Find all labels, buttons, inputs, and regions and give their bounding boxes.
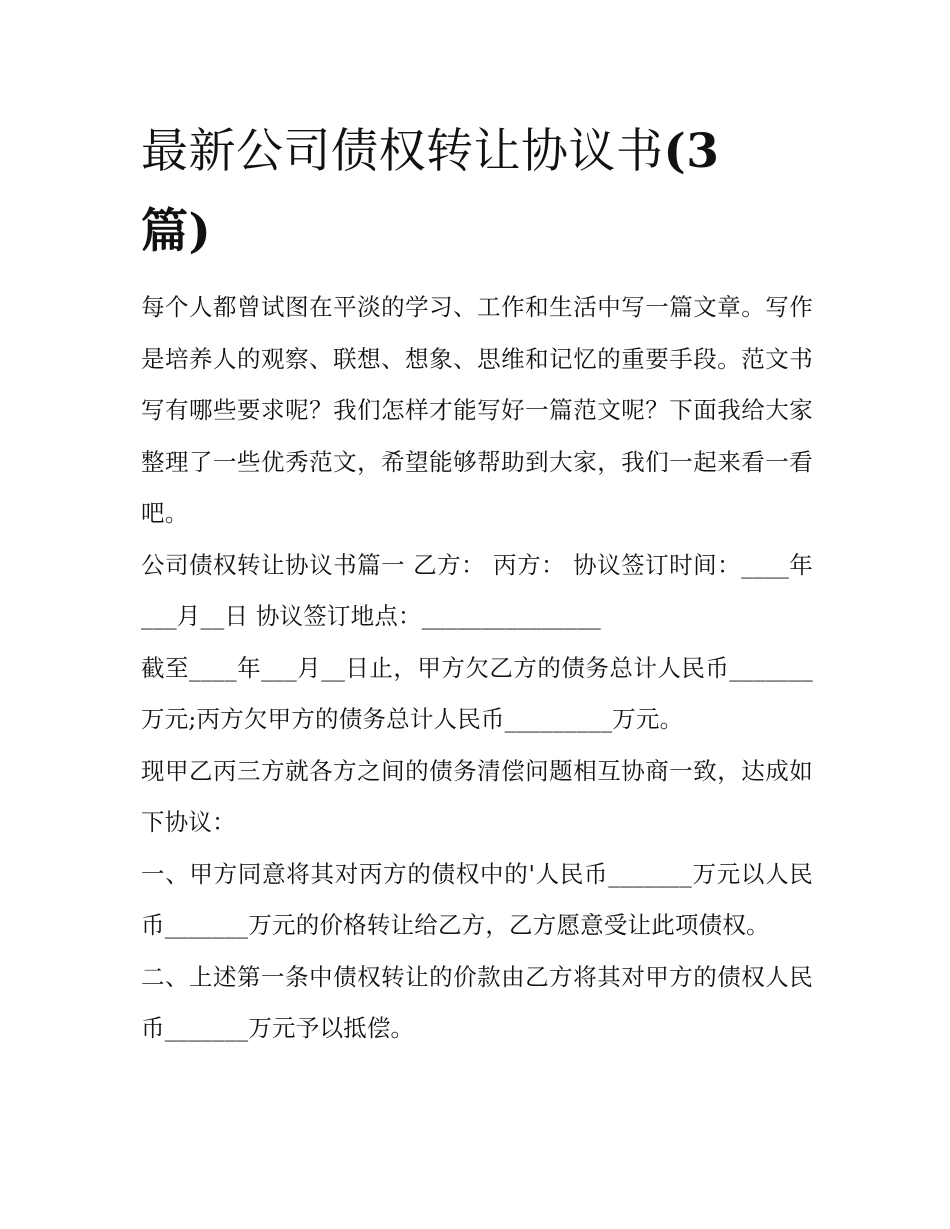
clause-two-paragraph: 二、上述第一条中债权转让的价款由乙方将其对甲方的债权人民币_______万元予以抵偿。 xyxy=(141,962,813,1042)
intro-paragraph: 每个人都曾试图在平淡的学习、工作和生活中写一篇文章。写作是培养人的观察、联想、想象、思维和记忆的重要手段。范文书写有哪些要求呢？我们怎样才能写好一篇范文呢？下面我给大家整理了一些优秀范文，希望能够帮助到大家，我们一起来看一看吧。 xyxy=(141,293,813,527)
agreement-consensus-paragraph: 现甲乙丙三方就各方之间的债务清偿问题相互协商一致，达成如下协议： xyxy=(141,756,813,836)
title-main: 最新公司债权转让协议书 xyxy=(141,124,664,179)
agreement-header-paragraph: 公司债权转让协议书篇一 乙方： 丙方： 协议签订时间：____年___月__日 协议签订地点：_______________ xyxy=(141,550,813,630)
title-paren: (3 xyxy=(663,124,720,179)
document-title xyxy=(141,112,813,272)
title-rest: 篇) xyxy=(141,204,212,259)
document-body xyxy=(141,112,813,1055)
debt-statement-paragraph: 截至____年___月__日止，甲方欠乙方的债务总计人民币_______万元;丙方欠甲方的债务总计人民币_________万元。 xyxy=(141,653,813,733)
clause-one-paragraph: 一、甲方同意将其对丙方的债权中的'人民币_______万元以人民币_______万元的价格转让给乙方，乙方愿意受让此项债权。 xyxy=(141,859,813,939)
